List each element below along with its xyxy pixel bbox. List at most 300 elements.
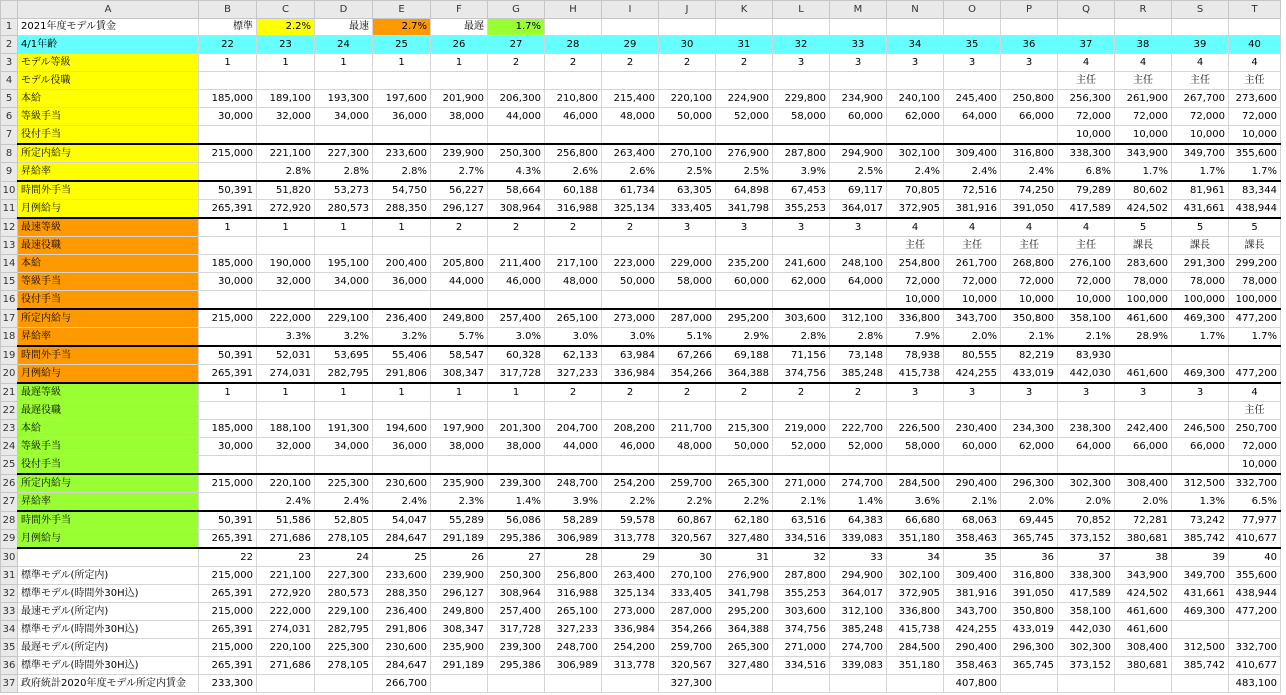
data-cell[interactable]: 358,463: [944, 530, 1001, 549]
row-label-cell[interactable]: 標準モデル(時間外30H込): [18, 621, 199, 639]
data-cell[interactable]: 1.4%: [488, 493, 545, 512]
data-cell[interactable]: 229,100: [315, 309, 373, 328]
data-cell[interactable]: 29: [602, 548, 659, 567]
data-cell[interactable]: 70,805: [887, 181, 944, 200]
data-cell[interactable]: 69,188: [716, 346, 773, 365]
data-cell[interactable]: [602, 675, 659, 693]
data-cell[interactable]: 308,347: [431, 621, 488, 639]
data-cell[interactable]: 271,686: [257, 530, 315, 549]
column-header-N[interactable]: N: [887, 1, 944, 19]
data-cell[interactable]: 44,000: [545, 438, 602, 456]
column-header-T[interactable]: T: [1229, 1, 1281, 19]
data-cell[interactable]: [944, 456, 1001, 475]
data-cell[interactable]: [1172, 456, 1229, 475]
data-cell[interactable]: 48,000: [545, 273, 602, 291]
data-cell[interactable]: [716, 126, 773, 145]
data-cell[interactable]: 215,000: [199, 567, 257, 585]
data-cell[interactable]: 271,686: [257, 657, 315, 675]
data-cell[interactable]: 194,600: [373, 420, 431, 438]
data-cell[interactable]: 10,000: [887, 291, 944, 310]
data-cell[interactable]: 295,200: [716, 603, 773, 621]
data-cell[interactable]: [1001, 126, 1058, 145]
row-header-4[interactable]: 4: [1, 72, 18, 90]
data-cell[interactable]: 410,677: [1229, 530, 1281, 549]
data-cell[interactable]: 3.3%: [257, 328, 315, 347]
data-cell[interactable]: 1: [315, 54, 373, 72]
data-cell[interactable]: 354,266: [659, 365, 716, 384]
data-cell[interactable]: [1172, 346, 1229, 365]
data-cell[interactable]: 373,152: [1058, 657, 1115, 675]
data-cell[interactable]: 53,273: [315, 181, 373, 200]
data-cell[interactable]: 10,000: [1058, 126, 1115, 145]
data-cell[interactable]: 239,900: [431, 144, 488, 163]
data-cell[interactable]: 2.8%: [373, 163, 431, 182]
data-cell[interactable]: [716, 456, 773, 475]
data-cell[interactable]: [199, 237, 257, 255]
data-cell[interactable]: 469,300: [1172, 603, 1229, 621]
data-cell[interactable]: 10,000: [1058, 291, 1115, 310]
data-cell[interactable]: 4: [1172, 54, 1229, 72]
data-cell[interactable]: 206,300: [488, 90, 545, 108]
data-cell[interactable]: [773, 72, 830, 90]
data-cell[interactable]: 217,100: [545, 255, 602, 273]
data-cell[interactable]: 372,905: [887, 585, 944, 603]
data-cell[interactable]: 272,920: [257, 585, 315, 603]
data-cell[interactable]: 424,255: [944, 365, 1001, 384]
data-cell[interactable]: 259,700: [659, 639, 716, 657]
data-cell[interactable]: 2.9%: [716, 328, 773, 347]
column-header-G[interactable]: G: [488, 1, 545, 19]
data-cell[interactable]: 2: [659, 383, 716, 402]
row-header-14[interactable]: 14: [1, 255, 18, 273]
data-cell[interactable]: 66,000: [1115, 438, 1172, 456]
data-cell[interactable]: 2.8%: [830, 328, 887, 347]
row-label-cell[interactable]: 最速役職: [18, 237, 199, 255]
data-cell[interactable]: [773, 675, 830, 693]
data-cell[interactable]: 238,300: [1058, 420, 1115, 438]
data-cell[interactable]: [1058, 402, 1115, 420]
data-cell[interactable]: 288,350: [373, 200, 431, 219]
row-label-cell[interactable]: 政府統計2020年度モデル所定内賃金: [18, 675, 199, 693]
data-cell[interactable]: 3: [773, 218, 830, 237]
data-cell[interactable]: 291,806: [373, 365, 431, 384]
data-cell[interactable]: 58,547: [431, 346, 488, 365]
data-cell[interactable]: [602, 126, 659, 145]
data-cell[interactable]: 278,105: [315, 657, 373, 675]
data-cell[interactable]: 381,916: [944, 200, 1001, 219]
row-header-10[interactable]: 10: [1, 181, 18, 200]
data-cell[interactable]: 235,900: [431, 474, 488, 493]
data-cell[interactable]: 287,000: [659, 603, 716, 621]
data-cell[interactable]: 290,400: [944, 639, 1001, 657]
column-header-S[interactable]: S: [1172, 1, 1229, 19]
data-cell[interactable]: 222,700: [830, 420, 887, 438]
data-cell[interactable]: 30,000: [199, 438, 257, 456]
data-cell[interactable]: 4: [887, 218, 944, 237]
rate-value-cell[interactable]: 2.2%: [257, 19, 315, 36]
data-cell[interactable]: 1.7%: [1115, 163, 1172, 182]
data-cell[interactable]: 424,255: [944, 621, 1001, 639]
data-cell[interactable]: 351,180: [887, 657, 944, 675]
row-header-5[interactable]: 5: [1, 90, 18, 108]
data-cell[interactable]: 295,386: [488, 530, 545, 549]
column-header-B[interactable]: B: [199, 1, 257, 19]
column-header-Q[interactable]: Q: [1058, 1, 1115, 19]
data-cell[interactable]: 50,000: [716, 438, 773, 456]
row-label-cell[interactable]: 時間外手当: [18, 181, 199, 200]
data-cell[interactable]: 256,300: [1058, 90, 1115, 108]
data-cell[interactable]: [830, 237, 887, 255]
data-cell[interactable]: 4: [1115, 54, 1172, 72]
empty-cell[interactable]: [1229, 19, 1281, 36]
data-cell[interactable]: 280,573: [315, 585, 373, 603]
data-cell[interactable]: 28.9%: [1115, 328, 1172, 347]
data-cell[interactable]: 67,266: [659, 346, 716, 365]
data-cell[interactable]: 3.0%: [545, 328, 602, 347]
data-cell[interactable]: 27: [488, 548, 545, 567]
data-cell[interactable]: 2.6%: [602, 163, 659, 182]
data-cell[interactable]: 438,944: [1229, 200, 1281, 219]
row-label-cell[interactable]: 月例給与: [18, 365, 199, 384]
data-cell[interactable]: [773, 456, 830, 475]
data-cell[interactable]: 274,031: [257, 365, 315, 384]
data-cell[interactable]: 58,000: [887, 438, 944, 456]
data-cell[interactable]: 263,400: [602, 567, 659, 585]
data-cell[interactable]: 274,700: [830, 639, 887, 657]
data-cell[interactable]: [602, 402, 659, 420]
data-cell[interactable]: 339,083: [830, 530, 887, 549]
data-cell[interactable]: 197,600: [373, 90, 431, 108]
row-label-cell[interactable]: 最遅役職: [18, 402, 199, 420]
data-cell[interactable]: 417,589: [1058, 585, 1115, 603]
data-cell[interactable]: 69,117: [830, 181, 887, 200]
data-cell[interactable]: 52,031: [257, 346, 315, 365]
data-cell[interactable]: [1001, 675, 1058, 693]
data-cell[interactable]: 339,083: [830, 657, 887, 675]
data-cell[interactable]: [431, 402, 488, 420]
empty-cell[interactable]: [830, 19, 887, 36]
row-header-32[interactable]: 32: [1, 585, 18, 603]
data-cell[interactable]: 22: [199, 548, 257, 567]
data-cell[interactable]: 主任: [887, 237, 944, 255]
data-cell[interactable]: [716, 72, 773, 90]
data-cell[interactable]: 302,300: [1058, 474, 1115, 493]
data-cell[interactable]: 215,000: [199, 474, 257, 493]
row-header-28[interactable]: 28: [1, 511, 18, 530]
data-cell[interactable]: 313,778: [602, 657, 659, 675]
row-header-27[interactable]: 27: [1, 493, 18, 512]
data-cell[interactable]: 303,600: [773, 603, 830, 621]
data-cell[interactable]: 2: [488, 218, 545, 237]
data-cell[interactable]: 219,000: [773, 420, 830, 438]
data-cell[interactable]: [431, 456, 488, 475]
data-cell[interactable]: [1172, 402, 1229, 420]
data-cell[interactable]: 380,681: [1115, 657, 1172, 675]
data-cell[interactable]: 38,000: [431, 108, 488, 126]
data-cell[interactable]: 78,000: [1172, 273, 1229, 291]
row-label-cell[interactable]: 標準モデル(所定内): [18, 567, 199, 585]
data-cell[interactable]: 221,100: [257, 144, 315, 163]
data-cell[interactable]: 265,391: [199, 585, 257, 603]
data-cell[interactable]: 354,266: [659, 621, 716, 639]
data-cell[interactable]: 350,800: [1001, 309, 1058, 328]
data-cell[interactable]: [431, 291, 488, 310]
data-cell[interactable]: [373, 72, 431, 90]
data-cell[interactable]: 主任: [944, 237, 1001, 255]
data-cell[interactable]: 265,391: [199, 365, 257, 384]
data-cell[interactable]: 355,253: [773, 585, 830, 603]
data-cell[interactable]: 1.7%: [1229, 328, 1281, 347]
data-cell[interactable]: 4: [1058, 54, 1115, 72]
data-cell[interactable]: 2.3%: [431, 493, 488, 512]
data-cell[interactable]: 73,242: [1172, 511, 1229, 530]
data-cell[interactable]: 333,405: [659, 585, 716, 603]
data-cell[interactable]: 58,289: [545, 511, 602, 530]
data-cell[interactable]: 410,677: [1229, 657, 1281, 675]
data-cell[interactable]: 2.1%: [944, 493, 1001, 512]
data-cell[interactable]: 1: [315, 218, 373, 237]
data-cell[interactable]: 78,000: [1115, 273, 1172, 291]
data-cell[interactable]: 222,000: [257, 603, 315, 621]
data-cell[interactable]: 72,000: [1229, 438, 1281, 456]
data-cell[interactable]: 2.4%: [887, 163, 944, 182]
data-cell[interactable]: [199, 72, 257, 90]
data-cell[interactable]: [659, 72, 716, 90]
rate-value-cell[interactable]: 1.7%: [488, 19, 545, 36]
empty-cell[interactable]: [545, 19, 602, 36]
data-cell[interactable]: [830, 126, 887, 145]
data-cell[interactable]: 282,795: [315, 365, 373, 384]
data-cell[interactable]: [1172, 675, 1229, 693]
data-cell[interactable]: [830, 675, 887, 693]
data-cell[interactable]: 2.5%: [716, 163, 773, 182]
data-cell[interactable]: 29: [602, 36, 659, 54]
data-cell[interactable]: 227,300: [315, 144, 373, 163]
data-cell[interactable]: 284,647: [373, 530, 431, 549]
data-cell[interactable]: 2.1%: [1001, 328, 1058, 347]
data-cell[interactable]: 2.6%: [545, 163, 602, 182]
data-cell[interactable]: 327,480: [716, 657, 773, 675]
data-cell[interactable]: 249,800: [431, 603, 488, 621]
data-cell[interactable]: 338,300: [1058, 567, 1115, 585]
data-cell[interactable]: 60,000: [716, 273, 773, 291]
data-cell[interactable]: 2.4%: [315, 493, 373, 512]
data-cell[interactable]: 主任: [1058, 72, 1115, 90]
data-cell[interactable]: 215,000: [199, 144, 257, 163]
data-cell[interactable]: 2.0%: [1001, 493, 1058, 512]
column-header-M[interactable]: M: [830, 1, 887, 19]
data-cell[interactable]: 68,063: [944, 511, 1001, 530]
row-label-cell[interactable]: モデル役職: [18, 72, 199, 90]
data-cell[interactable]: 課長: [1229, 237, 1281, 255]
data-cell[interactable]: 38: [1115, 548, 1172, 567]
data-cell[interactable]: [488, 675, 545, 693]
data-cell[interactable]: 365,745: [1001, 530, 1058, 549]
data-cell[interactable]: 477,200: [1229, 309, 1281, 328]
data-cell[interactable]: 235,900: [431, 639, 488, 657]
data-cell[interactable]: 64,898: [716, 181, 773, 200]
data-cell[interactable]: 40: [1229, 548, 1281, 567]
data-cell[interactable]: 201,300: [488, 420, 545, 438]
data-cell[interactable]: [199, 291, 257, 310]
row-header-15[interactable]: 15: [1, 273, 18, 291]
data-cell[interactable]: 50,391: [199, 346, 257, 365]
data-cell[interactable]: 54,047: [373, 511, 431, 530]
data-cell[interactable]: 316,800: [1001, 567, 1058, 585]
data-cell[interactable]: 215,000: [199, 603, 257, 621]
row-header-7[interactable]: 7: [1, 126, 18, 145]
data-cell[interactable]: 267,700: [1172, 90, 1229, 108]
data-cell[interactable]: 3.0%: [602, 328, 659, 347]
data-cell[interactable]: 62,000: [773, 273, 830, 291]
data-cell[interactable]: 327,233: [545, 365, 602, 384]
data-cell[interactable]: 63,984: [602, 346, 659, 365]
data-cell[interactable]: 235,200: [716, 255, 773, 273]
data-cell[interactable]: 33: [830, 548, 887, 567]
data-cell[interactable]: 316,800: [1001, 144, 1058, 163]
data-cell[interactable]: 52,000: [773, 438, 830, 456]
data-cell[interactable]: 60,328: [488, 346, 545, 365]
data-cell[interactable]: 32,000: [257, 108, 315, 126]
data-cell[interactable]: 70,852: [1058, 511, 1115, 530]
data-cell[interactable]: 265,300: [716, 639, 773, 657]
data-cell[interactable]: 52,000: [830, 438, 887, 456]
data-cell[interactable]: 226,500: [887, 420, 944, 438]
data-cell[interactable]: [1172, 621, 1229, 639]
empty-cell[interactable]: [1058, 19, 1115, 36]
data-cell[interactable]: 431,661: [1172, 200, 1229, 219]
data-cell[interactable]: 261,900: [1115, 90, 1172, 108]
data-cell[interactable]: 272,920: [257, 200, 315, 219]
data-cell[interactable]: 317,728: [488, 365, 545, 384]
data-cell[interactable]: 課長: [1172, 237, 1229, 255]
data-cell[interactable]: 294,900: [830, 567, 887, 585]
data-cell[interactable]: 308,347: [431, 365, 488, 384]
data-cell[interactable]: 189,100: [257, 90, 315, 108]
data-cell[interactable]: 257,400: [488, 603, 545, 621]
data-cell[interactable]: 1.7%: [1229, 163, 1281, 182]
data-cell[interactable]: [257, 456, 315, 475]
data-cell[interactable]: [773, 291, 830, 310]
data-cell[interactable]: 26: [431, 548, 488, 567]
data-cell[interactable]: 248,700: [545, 474, 602, 493]
data-cell[interactable]: 296,127: [431, 585, 488, 603]
data-cell[interactable]: [887, 72, 944, 90]
data-cell[interactable]: 3: [1001, 383, 1058, 402]
data-cell[interactable]: 256,800: [545, 567, 602, 585]
data-cell[interactable]: 282,795: [315, 621, 373, 639]
data-cell[interactable]: 2.8%: [315, 163, 373, 182]
data-cell[interactable]: 6.8%: [1058, 163, 1115, 182]
row-label-cell[interactable]: 時間外手当: [18, 346, 199, 365]
data-cell[interactable]: 424,502: [1115, 585, 1172, 603]
data-cell[interactable]: 270,100: [659, 567, 716, 585]
data-cell[interactable]: 433,019: [1001, 621, 1058, 639]
data-cell[interactable]: 35: [944, 36, 1001, 54]
data-cell[interactable]: 215,300: [716, 420, 773, 438]
data-cell[interactable]: 1: [315, 383, 373, 402]
data-cell[interactable]: 25: [373, 548, 431, 567]
data-cell[interactable]: [545, 291, 602, 310]
data-cell[interactable]: 4: [1058, 218, 1115, 237]
data-cell[interactable]: 2.7%: [431, 163, 488, 182]
data-cell[interactable]: 2.2%: [659, 493, 716, 512]
data-cell[interactable]: 302,300: [1058, 639, 1115, 657]
data-cell[interactable]: 2.8%: [257, 163, 315, 182]
data-cell[interactable]: 265,391: [199, 530, 257, 549]
data-cell[interactable]: 291,189: [431, 530, 488, 549]
data-cell[interactable]: 306,989: [545, 530, 602, 549]
row-header-18[interactable]: 18: [1, 328, 18, 347]
data-cell[interactable]: [199, 163, 257, 182]
rate-value-cell[interactable]: 2.7%: [373, 19, 431, 36]
data-cell[interactable]: 36: [1001, 548, 1058, 567]
data-cell[interactable]: 229,100: [315, 603, 373, 621]
data-cell[interactable]: 主任: [1229, 402, 1281, 420]
data-cell[interactable]: 63,516: [773, 511, 830, 530]
data-cell[interactable]: [431, 237, 488, 255]
data-cell[interactable]: 358,100: [1058, 309, 1115, 328]
column-header-F[interactable]: F: [431, 1, 488, 19]
data-cell[interactable]: 4: [1229, 54, 1281, 72]
empty-cell[interactable]: [716, 19, 773, 36]
data-cell[interactable]: 291,806: [373, 621, 431, 639]
data-cell[interactable]: 308,400: [1115, 639, 1172, 657]
data-cell[interactable]: 236,400: [373, 309, 431, 328]
data-cell[interactable]: 37: [1058, 548, 1115, 567]
data-cell[interactable]: 308,964: [488, 585, 545, 603]
data-cell[interactable]: 309,400: [944, 567, 1001, 585]
row-header-12[interactable]: 12: [1, 218, 18, 237]
data-cell[interactable]: 54,750: [373, 181, 431, 200]
data-cell[interactable]: [1229, 621, 1281, 639]
data-cell[interactable]: 7.9%: [887, 328, 944, 347]
data-cell[interactable]: 55,289: [431, 511, 488, 530]
data-cell[interactable]: [659, 402, 716, 420]
data-cell[interactable]: 5.1%: [659, 328, 716, 347]
data-cell[interactable]: 336,984: [602, 621, 659, 639]
row-label-cell[interactable]: 役付手当: [18, 291, 199, 310]
data-cell[interactable]: 3: [830, 54, 887, 72]
data-cell[interactable]: 332,700: [1229, 639, 1281, 657]
data-cell[interactable]: [1115, 402, 1172, 420]
row-label-cell[interactable]: 最遅等級: [18, 383, 199, 402]
data-cell[interactable]: 3.9%: [773, 163, 830, 182]
data-cell[interactable]: 374,756: [773, 621, 830, 639]
row-label-cell[interactable]: 月例給与: [18, 530, 199, 549]
data-cell[interactable]: 248,700: [545, 639, 602, 657]
data-cell[interactable]: 主任: [1172, 72, 1229, 90]
data-cell[interactable]: 3: [887, 54, 944, 72]
data-cell[interactable]: 373,152: [1058, 530, 1115, 549]
data-cell[interactable]: 220,100: [257, 474, 315, 493]
data-cell[interactable]: 208,200: [602, 420, 659, 438]
data-cell[interactable]: 52,805: [315, 511, 373, 530]
data-cell[interactable]: 296,300: [1001, 474, 1058, 493]
data-cell[interactable]: 2: [830, 383, 887, 402]
data-cell[interactable]: 40: [1229, 36, 1281, 54]
data-cell[interactable]: [315, 126, 373, 145]
data-cell[interactable]: 287,000: [659, 309, 716, 328]
data-cell[interactable]: [1058, 456, 1115, 475]
data-cell[interactable]: [373, 402, 431, 420]
data-cell[interactable]: [373, 237, 431, 255]
data-cell[interactable]: [716, 237, 773, 255]
data-cell[interactable]: 2: [602, 383, 659, 402]
data-cell[interactable]: 249,800: [431, 309, 488, 328]
data-cell[interactable]: [315, 291, 373, 310]
data-cell[interactable]: 2: [431, 218, 488, 237]
